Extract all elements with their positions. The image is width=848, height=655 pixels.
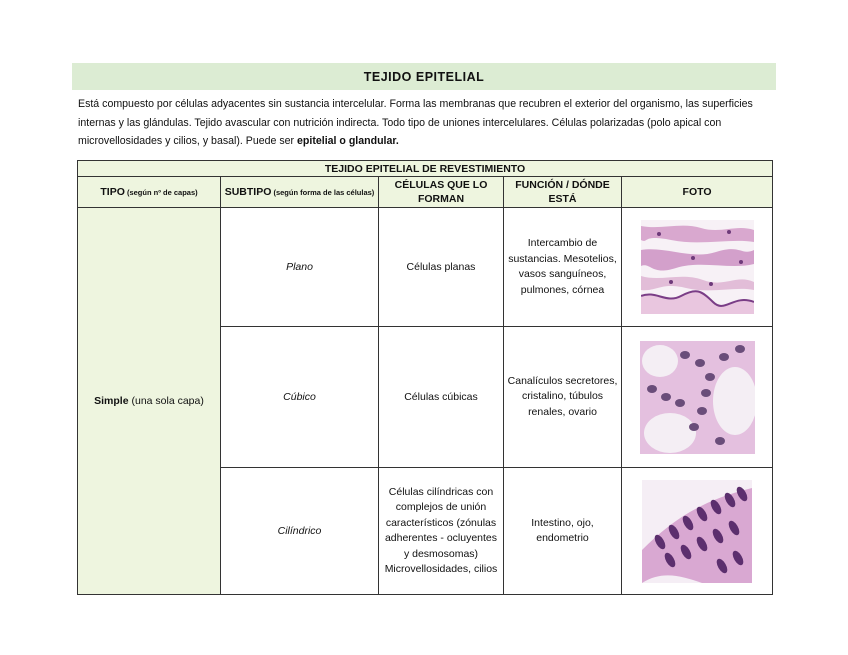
funcion-cell: Intercambio de sustancias. Mesotelios, vasos sanguíneos, pulmones, córnea (504, 208, 622, 327)
subtipo-cell: Cúbico (221, 327, 379, 468)
table-caption-row (78, 161, 773, 177)
header-subtipo-label: SUBTIPO (224, 185, 272, 198)
header-subtipo-note: (según forma de las células) (271, 187, 375, 197)
intro-text: Está compuesto por células adyacentes sin sustancia intercelular. Forma las membranas que recubren el exterior del organismo, las superficies internas y las glándulas. Tejido avascular con nutrición indirecta. Todo tipo de uniones intercelulares. Células polarizadas (polo apical con microvellosidades y cilios, y basal). Puede ser (78, 98, 753, 147)
table-caption: TEJIDO EPITELIAL DE REVESTIMIENTO (78, 161, 773, 177)
header-tipo-label: TIPO (100, 185, 125, 198)
header-celulas: CÉLULAS QUE LO FORMAN (379, 177, 504, 208)
foto-cell (622, 208, 773, 327)
header-tipo (78, 177, 221, 208)
intro-paragraph (78, 95, 778, 151)
cuboidal-epithelium-photo (640, 341, 755, 454)
page-title: TEJIDO EPITELIAL (363, 69, 485, 84)
foto-cell (622, 468, 773, 595)
funcion-cell: Intestino, ojo, endometrio (504, 468, 622, 595)
tipo-rest: (una sola capa) (128, 395, 204, 407)
header-tipo-note: (según nº de capas) (124, 187, 198, 197)
table-row (78, 208, 773, 327)
epithelium-table (77, 160, 773, 595)
page-title-bar (72, 63, 776, 90)
table-header-row (78, 177, 773, 208)
celulas-cell: Células planas (379, 208, 504, 327)
foto-cell (622, 327, 773, 468)
funcion-cell: Canalículos secretores, cristalino, túbulos renales, ovario (504, 327, 622, 468)
intro-bold-text: epitelial o glandular. (297, 135, 399, 147)
subtipo-cell: Plano (221, 208, 379, 327)
celulas-cell: Células cilíndricas con complejos de unión característicos (zónulas adherentes - ocluyentes y desmosomas) Microvellosidades, cilios (379, 468, 504, 595)
squamous-epithelium-photo (641, 220, 754, 314)
header-funcion: FUNCIÓN / DÓNDE ESTÁ (504, 177, 622, 208)
subtipo-cell: Cilíndrico (221, 468, 379, 595)
columnar-epithelium-photo (642, 480, 752, 583)
header-subtipo (221, 177, 379, 208)
tipo-bold: Simple (94, 395, 129, 407)
celulas-cell: Células cúbicas (379, 327, 504, 468)
tipo-cell (78, 208, 221, 595)
header-foto: FOTO (622, 177, 773, 208)
